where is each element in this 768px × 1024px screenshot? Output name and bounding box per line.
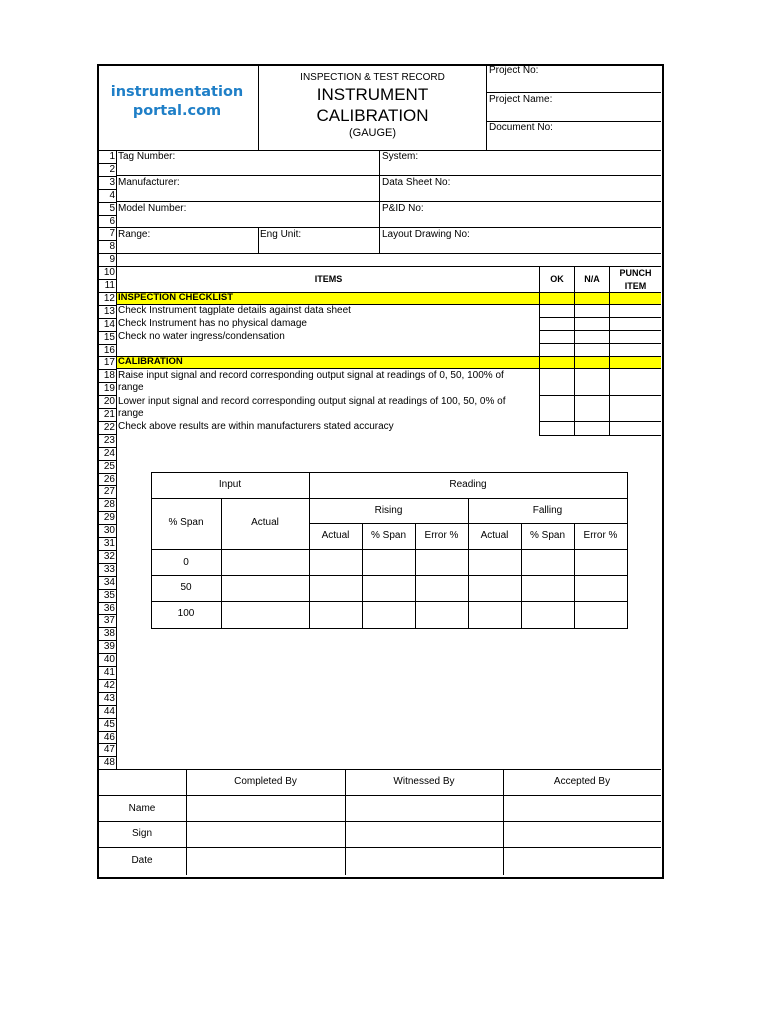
row-divider [98,447,116,448]
calibration-item-line: range [118,408,144,419]
row-number: 5 [109,202,115,214]
row-divider [98,240,116,241]
items-header: ITEMS [314,274,343,284]
rising-span-header: % Span [370,530,407,541]
row-divider [98,253,116,254]
logo [103,84,251,119]
row-number: 21 [103,409,115,420]
divider [486,92,661,93]
row-divider [98,460,116,461]
span-value-cell: 0 [183,557,189,568]
row-divider [98,524,116,525]
name-label: Name [128,803,156,814]
row-number: 36 [103,602,115,614]
divider [539,317,661,318]
row-number: 8 [109,241,115,253]
input-header: Input [218,479,242,490]
row-number: 47 [103,744,115,756]
divider [116,368,661,369]
system-field[interactable]: System: [382,151,419,162]
row-divider [98,279,116,280]
row-divider [98,189,116,190]
span-value-cell: 50 [180,582,192,593]
row-number: 28 [103,499,115,511]
divider [539,395,661,396]
row-number: 10 [103,267,115,279]
divider [151,498,627,499]
divider [116,201,661,202]
row-divider [98,756,116,757]
row-number: 1 [109,151,115,162]
calibration-section-highlight [117,356,661,368]
pid-no-field[interactable]: P&ID No: [382,203,424,214]
rising-actual-header: Actual [321,530,350,541]
row-divider [98,485,116,486]
row-divider [98,602,116,603]
row-divider [98,614,116,615]
row-number: 13 [103,305,115,317]
witnessed-by-header: Witnessed By [393,776,455,787]
record-type: INSPECTION & TEST RECORD [300,72,445,83]
divider [98,847,661,848]
input-span-header: % Span [168,517,204,528]
span-value-cell: 100 [177,608,195,619]
row-divider [98,369,116,370]
row-divider [98,692,116,693]
row-divider [98,653,116,654]
falling-error-header: Error % [583,530,618,541]
row-divider [98,292,116,293]
model-number-field[interactable]: Model Number: [118,203,187,214]
row-divider [98,227,116,228]
row-number: 45 [103,718,115,730]
row-number: 25 [103,460,115,472]
row-divider [98,589,116,590]
row-divider [98,511,116,512]
row-number: 19 [103,383,115,395]
divider [98,769,661,770]
divider [258,227,259,253]
row-divider [98,382,116,383]
calibration-table [151,472,628,629]
row-number: 30 [103,525,115,537]
row-number: 12 [103,292,115,304]
row-number: 7 [109,228,115,240]
row-number: 3 [109,176,115,188]
row-number: 29 [103,512,115,524]
row-divider [98,627,116,628]
row-divider [98,215,116,216]
row-number: 4 [109,189,115,201]
row-divider [98,356,116,357]
row-number: 6 [109,215,115,227]
divider [98,795,661,796]
divider [539,421,661,422]
row-number: 48 [103,757,115,769]
row-number: 11 [104,280,115,291]
calibration-item-line: Raise input signal and record corresponding output signal at readings of 0, 50, 100% of [118,370,504,381]
row-divider [98,318,116,319]
sign-label: Sign [131,828,152,839]
row-divider [98,176,116,177]
data-sheet-no-field[interactable]: Data Sheet No: [382,177,451,188]
row-divider [98,731,116,732]
row-divider [98,473,116,474]
punch-header-line2: ITEM [624,281,647,291]
row-number: 32 [103,550,115,562]
falling-actual-header: Actual [480,530,509,541]
project-no-label: Project No: [489,65,539,76]
row-number: 37 [103,615,115,627]
row-number-divider [116,150,117,769]
reading-header: Reading [449,479,487,490]
row-divider [98,266,116,267]
logo-line2: portal.com [132,103,222,119]
divider [539,435,661,436]
row-divider [98,640,116,641]
row-number: 14 [103,318,115,330]
row-divider [98,395,116,396]
row-number: 31 [103,538,115,549]
row-divider [98,408,116,409]
divider [116,253,661,254]
divider [309,523,627,524]
row-divider [98,421,116,422]
row-number: 35 [103,589,115,601]
falling-span-header: % Span [529,530,566,541]
range-field[interactable]: Range: [118,229,151,240]
row-number: 27 [103,486,115,498]
row-divider [98,705,116,706]
row-number: 43 [103,692,115,704]
row-divider [98,718,116,719]
row-number: 2 [109,163,115,175]
divider [486,65,487,150]
inspection-item: Check Instrument has no physical damage [118,318,307,329]
row-number: 39 [103,641,115,653]
divider [116,175,661,176]
divider [539,330,661,331]
row-number: 22 [103,421,115,433]
completed-by-header: Completed By [234,776,297,787]
row-number: 18 [103,370,115,382]
input-actual-header: Actual [251,517,279,528]
eng-unit-field[interactable]: Eng Unit: [260,229,302,240]
rising-header: Rising [374,505,403,516]
rising-error-header: Error % [424,530,459,541]
row-divider [98,202,116,203]
calibration-item-line: Check above results are within manufacturers stated accuracy [118,421,394,432]
row-divider [98,550,116,551]
row-number: 9 [109,254,115,266]
row-number: 23 [103,434,115,446]
calibration-item-line: range [118,382,144,393]
punch-header-line1: PUNCH [619,268,652,278]
row-divider [98,498,116,499]
project-name-label: Project Name: [489,94,553,105]
layout-drawing-no-field[interactable]: Layout Drawing No: [382,229,470,240]
row-number: 42 [103,679,115,691]
inspection-section-title: INSPECTION CHECKLIST [118,292,234,303]
row-number: 24 [103,447,115,459]
title-line2: CALIBRATION [316,106,429,125]
divider [539,343,661,344]
date-label: Date [131,855,153,866]
divider [309,472,310,628]
row-divider [98,576,116,577]
row-divider [98,163,116,164]
row-divider [98,563,116,564]
divider [116,266,661,267]
row-number: 17 [103,357,115,369]
inspection-item: Check no water ingress/condensation [118,331,285,342]
row-number: 46 [103,731,115,743]
tag-number-field[interactable]: Tag Number: [118,151,176,162]
inspection-item: Check Instrument tagplate details against data sheet [118,305,351,316]
divider [116,356,661,357]
row-divider [98,679,116,680]
row-number: 15 [103,331,115,343]
row-divider [98,666,116,667]
row-divider [98,305,116,306]
row-divider [98,743,116,744]
accepted-by-header: Accepted By [553,776,611,787]
na-header: N/A [584,274,600,284]
divider [151,601,627,602]
row-number: 20 [103,396,115,408]
divider [151,549,627,550]
row-divider [98,331,116,332]
row-divider [98,434,116,435]
document-no-label: Document No: [489,122,553,133]
calibration-item-line: Lower input signal and record corresponding output signal at readings of 100, 50, 0% of [118,396,506,407]
manufacturer-field[interactable]: Manufacturer: [118,177,180,188]
logo-line1: instrumentation [110,84,244,100]
falling-header: Falling [532,505,563,516]
row-divider [98,344,116,345]
row-number: 44 [103,705,115,717]
title-line1: INSTRUMENT [316,85,429,104]
divider [151,575,627,576]
calibration-section-title: CALIBRATION [118,356,183,367]
row-number: 33 [103,563,115,575]
ok-header: OK [550,274,564,284]
divider [468,498,469,628]
row-number: 38 [103,628,115,640]
row-divider [98,537,116,538]
divider [116,227,661,228]
row-number: 34 [103,576,115,588]
row-number: 40 [103,654,115,666]
subtitle: (GAUGE) [348,127,397,139]
divider [98,821,661,822]
row-number: 16 [103,344,115,356]
row-number: 26 [103,473,115,485]
row-number: 41 [103,667,115,678]
